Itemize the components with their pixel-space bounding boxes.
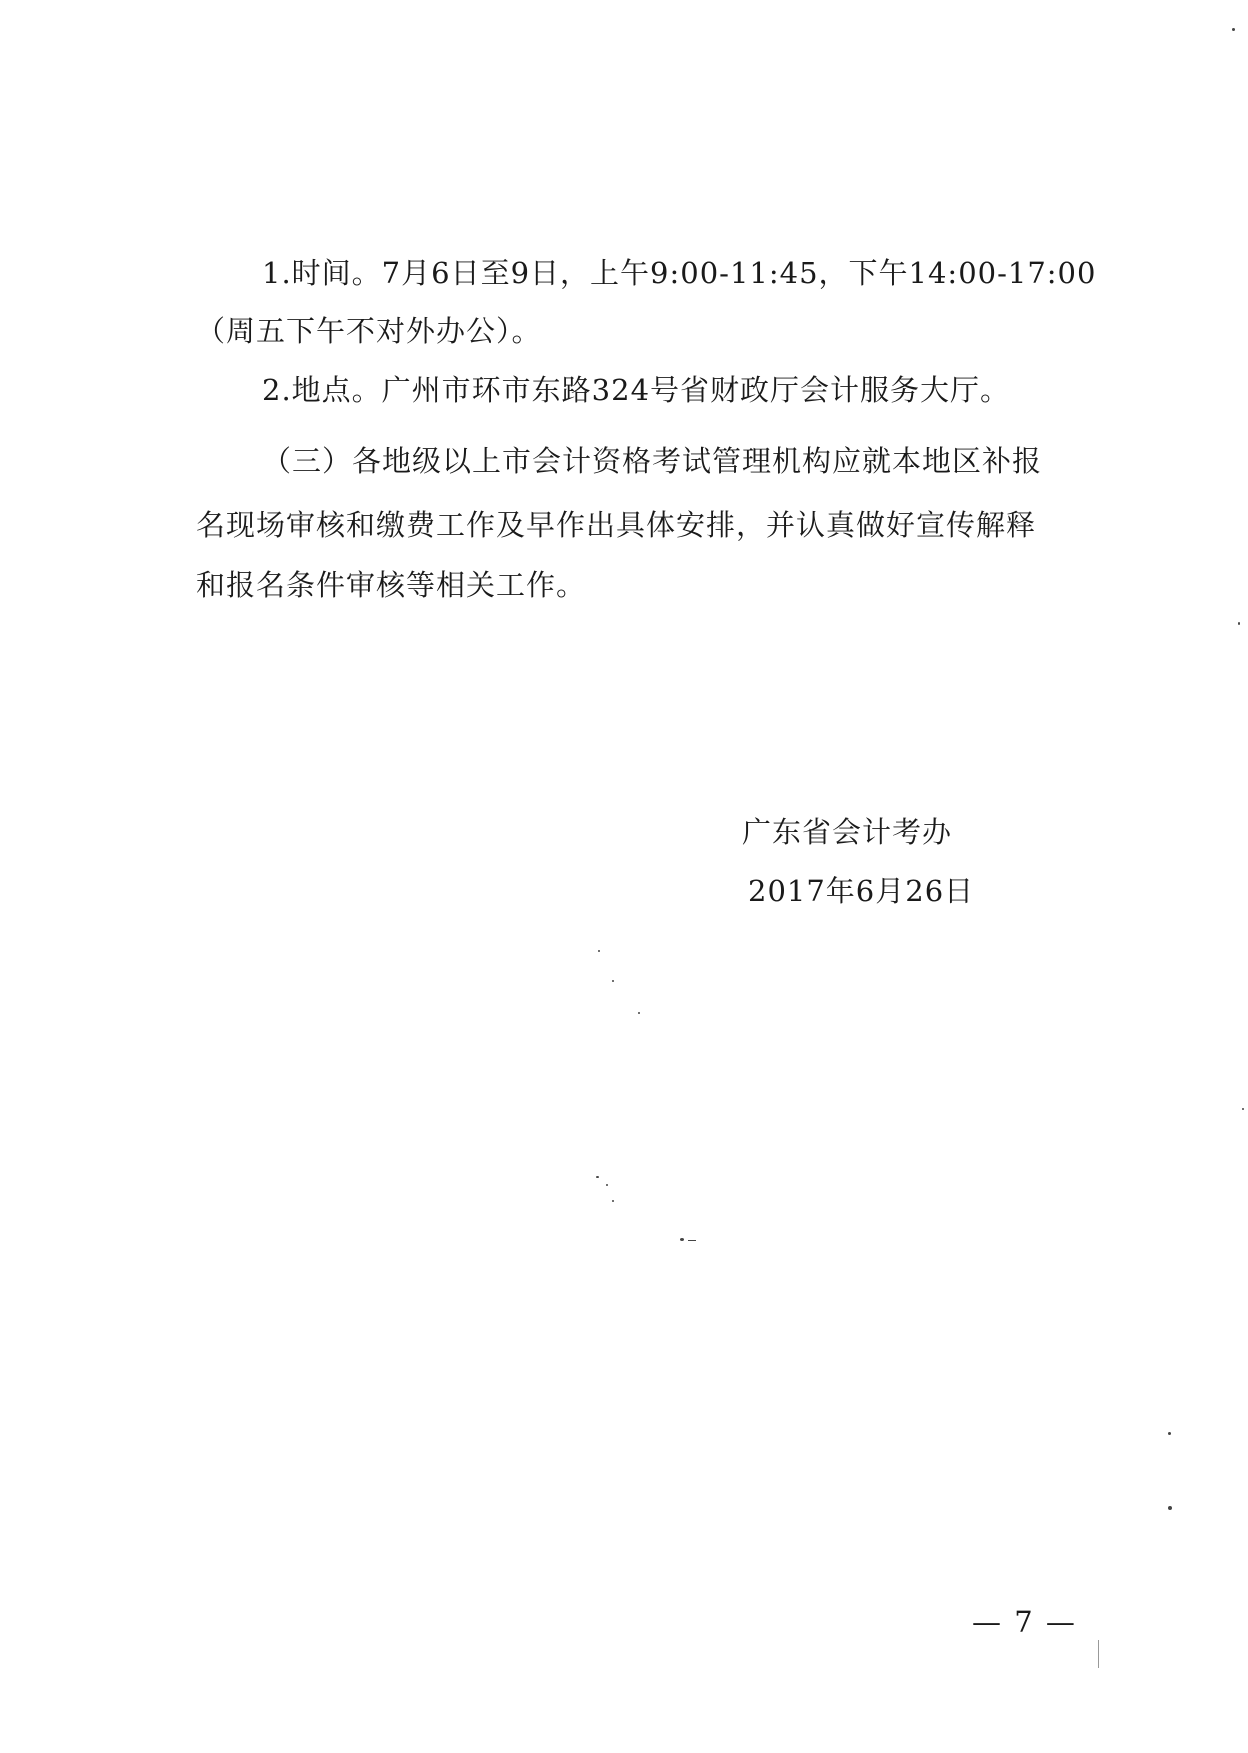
scan-speck bbox=[688, 1240, 696, 1241]
scan-speck bbox=[1232, 28, 1235, 31]
scan-speck bbox=[598, 950, 600, 952]
scan-speck bbox=[1168, 1506, 1172, 1510]
scan-speck bbox=[638, 1012, 640, 1014]
scan-speck bbox=[606, 1184, 608, 1186]
page-number: — 7 — bbox=[972, 1605, 1077, 1639]
scan-speck bbox=[612, 1200, 614, 1202]
item-3-line-1: （三）各地级以上市会计资格考试管理机构应就本地区补报 bbox=[262, 444, 1043, 478]
item-1-time: 1.时间。7月6日至9日，上午9:00-11:45，下午14:00-17:00 bbox=[262, 256, 1097, 290]
scan-speck bbox=[680, 1238, 684, 1241]
scan-speck bbox=[1238, 622, 1240, 625]
signature-date: 2017年6月26日 bbox=[748, 874, 975, 908]
item-3-line-2: 名现场审核和缴费工作及早作出具体安排，并认真做好宣传解释 bbox=[196, 508, 1037, 542]
signature-organization: 广东省会计考办 bbox=[742, 815, 953, 849]
scan-speck bbox=[612, 980, 614, 982]
scan-speck bbox=[1168, 1432, 1171, 1435]
scan-speck bbox=[1242, 1108, 1244, 1110]
item-1-note: （周五下午不对外办公）。 bbox=[196, 314, 542, 348]
item-3-line-3: 和报名条件审核等相关工作。 bbox=[196, 568, 587, 602]
scan-speck bbox=[1098, 1640, 1099, 1668]
scan-speck bbox=[596, 1176, 599, 1178]
item-2-place: 2.地点。广州市环市东路324号省财政厅会计服务大厅。 bbox=[262, 373, 1011, 407]
